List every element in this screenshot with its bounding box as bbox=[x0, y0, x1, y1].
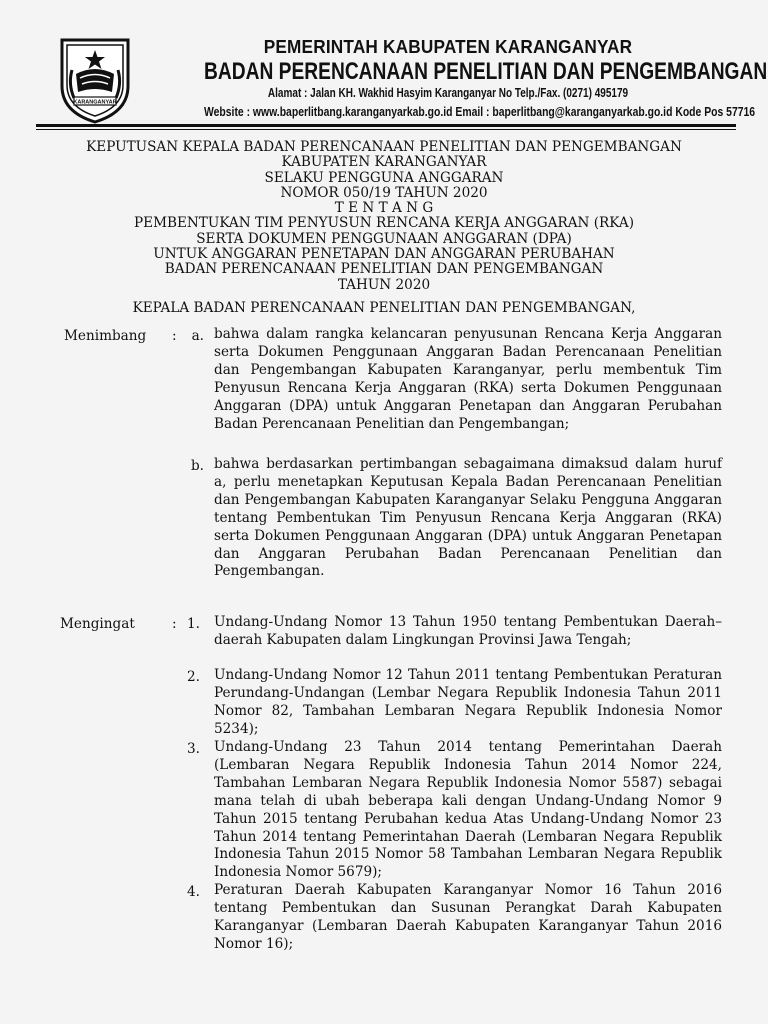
coat-of-arms-icon bbox=[54, 34, 136, 124]
list-marker: 3. bbox=[187, 741, 200, 757]
letterhead-agency: BADAN PERENCANAAN PENELITIAN DAN PENGEMBANGAN bbox=[204, 58, 768, 85]
title-line: UNTUK ANGGARAN PENETAPAN DAN ANGGARAN PERUBAHAN bbox=[153, 246, 615, 263]
list-marker: b. bbox=[190, 458, 204, 474]
letterhead-government: PEMERINTAH KABUPATEN KARANGANYAR bbox=[263, 36, 633, 57]
mengingat-label: Mengingat bbox=[60, 616, 135, 632]
menimbang-label: Menimbang bbox=[64, 328, 147, 344]
list-marker: 4. bbox=[187, 884, 200, 900]
menimbang-colon: : bbox=[172, 328, 177, 344]
decree-number: NOMOR 050/19 TAHUN 2020 bbox=[280, 184, 488, 201]
title-line: KEPUTUSAN KEPALA BADAN PERENCANAAN PENELITIAN DAN PENGEMBANGAN bbox=[86, 139, 682, 155]
mengingat-item: Undang-Undang Nomor 13 Tahun 1950 tentang Pembentukan Daerah–daerah Kabupaten dalam Lingkungan Provinsi Jawa Tengah; bbox=[214, 614, 722, 648]
list-marker: 2. bbox=[187, 669, 200, 685]
mengingat-item: Undang-Undang 23 Tahun 2014 tentang Pemerintahan Daerah (Lembaran Negara Republik Indonesia Tahun 2014 Nomor 224, Tambahan Lembaran Negara Republik Indonesia Nomor 5587) sebagai mana telah di ubah beberapa kali dengan Undang-Undang Nomor 9 Tahun 2015 tentang Perubahan kedua Atas Undang-Undang Nomor 23 Tahun 2014 tentang Pemerintahan Daerah (Lembaran Negara Republik Indonesia Tahun 2015 Nomor 58 Tambahan Lembaran Negara Republik Indonesia Nomor 5679); bbox=[214, 739, 722, 881]
issuer-heading: KEPALA BADAN PERENCANAAN PENELITIAN DAN PENGEMBANGAN, bbox=[132, 300, 636, 316]
menimbang-item: bahwa dalam rangka kelancaran penyusunan Rencana Kerja Anggaran serta Dokumen Penggunaan Anggaran Badan Perencanaan Penelitian dan Pengembangan Kabupaten Karanganyar, perlu membentuk Tim Penyusun Rencana Kerja Anggaran (RKA) serta Dokumen Penggunaan Anggaran (DPA) untuk Anggaran Penetapan dan Anggaran Perubahan Badan Perencanaan Penelitian dan Pengembangan; bbox=[214, 326, 722, 432]
letterhead-rule-thick bbox=[36, 124, 736, 127]
title-line: KABUPATEN KARANGANYAR bbox=[281, 154, 487, 171]
list-marker: a. bbox=[191, 328, 204, 344]
title-line: BADAN PERENCANAAN PENELITIAN DAN PENGEMBANGAN bbox=[164, 261, 604, 278]
list-marker: 1. bbox=[187, 616, 200, 632]
title-tentang: T E N T A N G bbox=[334, 200, 434, 217]
mengingat-item: Peraturan Daerah Kabupaten Karanganyar Nomor 16 Tahun 2016 tentang Pembentukan dan Susunan Perangkat Darah Kabupaten Karanganyar (Lembaran Daerah Kabupaten Karanganyar Tahun 2016 Nomor 16); bbox=[214, 882, 722, 952]
letterhead-contact: Website : www.baperlitbang.karanganyarkab.go.id Email : baperlitbang@karanganyarkab.go.id Kode Pos 57716 bbox=[204, 104, 756, 119]
letterhead-address: Alamat : Jalan KH. Wakhid Hasyim Karanganyar No Telp./Fax. (0271) 495179 bbox=[267, 86, 629, 100]
mengingat-colon: : bbox=[172, 616, 177, 632]
letterhead-rule-thin bbox=[36, 129, 736, 130]
title-line: SELAKU PENGGUNA ANGGARAN bbox=[264, 169, 504, 186]
svg-text:KARANGANYAR: KARANGANYAR bbox=[73, 99, 117, 106]
menimbang-item: bahwa berdasarkan pertimbangan sebagaimana dimaksud dalam huruf a, perlu menetapkan Keputusan Kepala Badan Perencanaan Penelitian dan Pengembangan Kabupaten Karanganyar Selaku Pengguna Anggaran tentang Pembentukan Tim Penyusun Rencana Kerja Anggaran (RKA) serta Dokumen Penggunaan Anggaran (DPA) untuk Anggaran Penetapan dan Anggaran Perubahan Badan Perencanaan Penelitian dan Pengembangan. bbox=[214, 456, 722, 580]
mengingat-item: Undang-Undang Nomor 12 Tahun 2011 tentang Pembentukan Peraturan Perundang-Undangan (Lembar Negara Republik Indonesia Tahun 2011 Nomor 82, Tambahan Lembaran Negara Republik Indonesia Nomor 5234); bbox=[214, 667, 722, 737]
title-year: TAHUN 2020 bbox=[337, 276, 431, 293]
title-line: SERTA DOKUMEN PENGGUNAAN ANGGARAN (DPA) bbox=[196, 230, 572, 247]
title-line: PEMBENTUKAN TIM PENYUSUN RENCANA KERJA ANGGARAN (RKA) bbox=[134, 215, 634, 232]
decree-title bbox=[40, 140, 728, 293]
